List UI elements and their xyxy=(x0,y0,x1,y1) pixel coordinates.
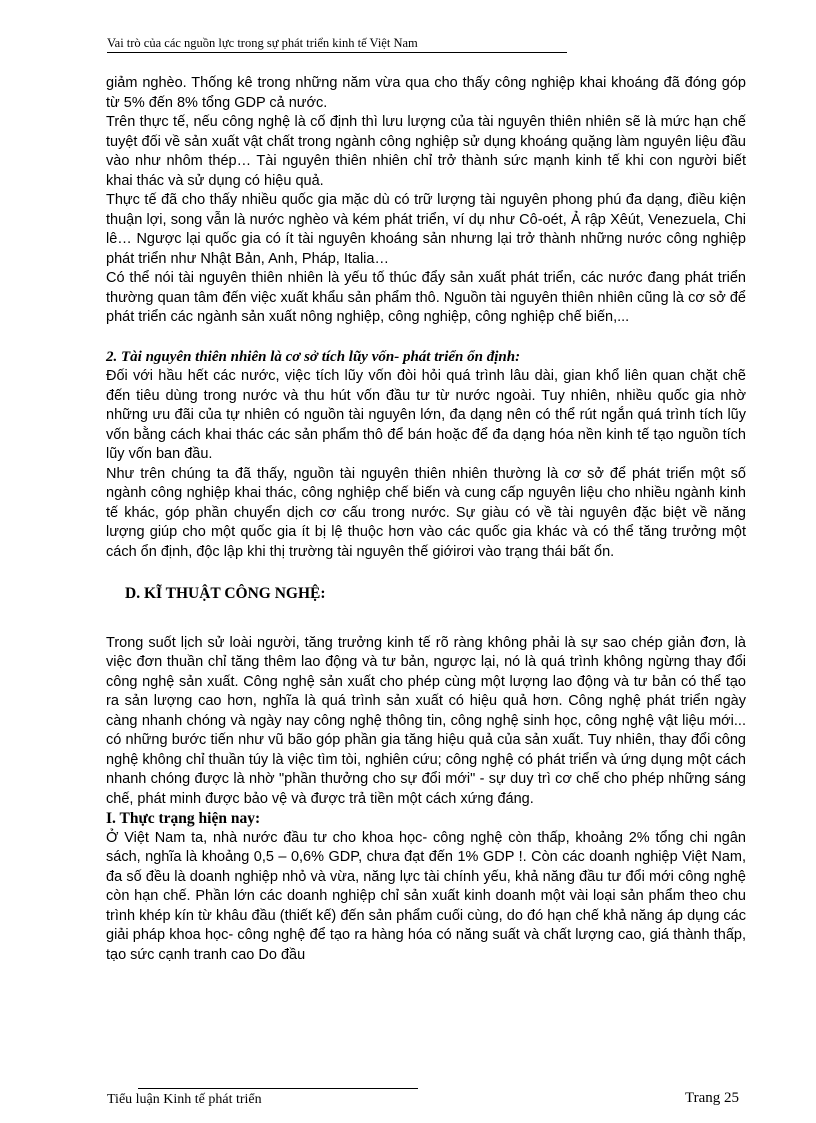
paragraph: Trong suốt lịch sử loài người, tăng trưởng kinh tế rõ ràng không phải là sự sao chép giản đơn, là việc đơn thuần chỉ tăng thêm lao động và tư bản, ngược lại, nó là quá trình không ngừng thay đổi công nghệ sản xuất. Công nghệ sản xuất cho phép cùng một lượng lao động và tư bản có thể tạo ra sản lượng cao hơn, nghĩa là quá trình sản xuất có hiệu quả hơn. Công nghệ phát triển ngày càng nhanh chóng và ngày nay công nghệ thông tin, công nghệ sinh học, công nghệ vật liệu mới... có những bước tiến như vũ bão góp phần gia tăng hiệu quả của sản xuất. Tuy nhiên, thay đổi công nghệ không chỉ thuần túy là việc tìm tòi, nghiên cứu; công nghệ có phát triển và ứng dụng một cách nhanh chóng được là nhờ "phần thưởng cho sự đổi mới" - sự duy trì cơ chế cho phép những sáng chế, phát minh được bảo vệ và được trả tiền một cách xứng đáng. xyxy=(106,634,746,807)
paragraph: Đối với hầu hết các nước, việc tích lũy vốn đòi hỏi quá trình lâu dài, gian khổ liên quan chặt chẽ đến tiêu dùng trong nước và thu hút vốn đầu tư từ nước ngoài. Tuy nhiên, nhiều quốc gia nhờ những ưu đãi của tự nhiên có nguồn tài nguyên lớn, đa dạng nên có thể rút ngắn quá trình tích lũy vốn bằng cách khai thác các sản phẩm thô để bán hoặc để đa dạng hóa nền kinh tế tạo nguồn tích lũy vốn ban đầu. xyxy=(106,368,746,462)
paragraph: Trên thực tế, nếu công nghệ là cố định thì lưu lượng của tài nguyên thiên nhiên sẽ là mức hạn chế tuyệt đối về sản xuất vật chất trong ngành công nghiệp sử dụng khoáng quặng làm nguyên liệu đầu vào như nhôm thép… Tài nguyên thiên nhiên chỉ trở thành sức mạnh kinh tế khi con người biết khai thác và sử dụng có hiệu quả. xyxy=(106,114,746,189)
page-body xyxy=(106,74,746,965)
footer-title: Tiểu luận Kinh tế phát triển xyxy=(107,1092,262,1107)
subheading-i: I. Thực trạng hiện nay: xyxy=(106,810,261,827)
paragraph: giảm nghèo. Thống kê trong những năm vừa qua cho thấy công nghiệp khai khoáng đã đóng góp từ 5% đến 8% tổng GDP cả nước. xyxy=(106,75,746,111)
paragraph: Thực tế đã cho thấy nhiều quốc gia mặc dù có trữ lượng tài nguyên phong phú đa dạng, điều kiện thuận lợi, song vẫn là nước nghèo và kém phát triển, ví dụ như Cô-oét, Ả rập Xêút, Venezuela, Chi lê… Ngược lại quốc gia có ít tài nguyên khoáng sản nhưng lại trở thành những nước công nghiệp phát triển như Nhật Bản, Anh, Pháp, Italia… xyxy=(106,192,746,267)
page-number: Trang 25 xyxy=(685,1090,740,1106)
paragraph: Như trên chúng ta đã thấy, nguồn tài nguyên thiên nhiên thường là cơ sở để phát triển một số ngành công nghiệp khai thác, công nghiệp chế biến và cung cấp nguyên liệu cho nhiều ngành kinh tế khác, góp phần chuyển dịch cơ cấu trong nước. Sự giàu có về tài nguyên đặc biệt về năng lượng giúp cho một quốc gia ít bị lệ thuộc hơn vào các quốc gia khác và có thể tăng trưởng một cách ổn định, độc lập khi thị trường tài nguyên thế giớirơi vào trạng thái bất ổn. xyxy=(106,465,746,560)
subheading-2: 2. Tài nguyên thiên nhiên là cơ sở tích lũy vốn- phát triển ổn định: xyxy=(106,348,521,365)
paragraph: Có thể nói tài nguyên thiên nhiên là yếu tố thúc đẩy sản xuất phát triển, các nước đang phát triển thường quan tâm đến việc xuất khẩu sản phẩm thô. Nguồn tài nguyên thiên nhiên cũng là cơ sở để phát triển các ngành sản xuất nông nghiệp, công nghiệp, công nghiệp chế biến,... xyxy=(106,270,746,325)
paragraph: Ở Việt Nam ta, nhà nước đầu tư cho khoa học- công nghệ còn thấp, khoảng 2% tổng chi ngân sách, nghĩa là khoảng 0,5 – 0,6% GDP, chưa đạt đến 1% GDP !. Còn các doanh nghiệp Việt Nam, đa số đều là doanh nghiệp nhỏ và vừa, năng lực tài chính yếu, khả năng đầu tư đổi mới công nghệ còn hạn chế. Phần lớn các doanh nghiệp chỉ sản xuất kinh doanh một vài loại sản phẩm theo chu trình khép kín từ khâu đầu (thiết kế) đến sản phẩm cuối cùng, do đó hạn chế khả năng áp dụng các giải pháp khoa học- công nghệ để tạo ra hàng hóa có năng suất và chất lượng cao, giá thành thấp, tạo sức cạnh tranh cao Do đầu xyxy=(106,829,746,963)
footer-divider xyxy=(138,1088,418,1089)
section-heading-d: D. KĨ THUẬT CÔNG NGHỆ: xyxy=(125,585,326,602)
running-header: Vai trò của các nguồn lực trong sự phát triển kinh tế Việt Nam xyxy=(107,36,567,53)
